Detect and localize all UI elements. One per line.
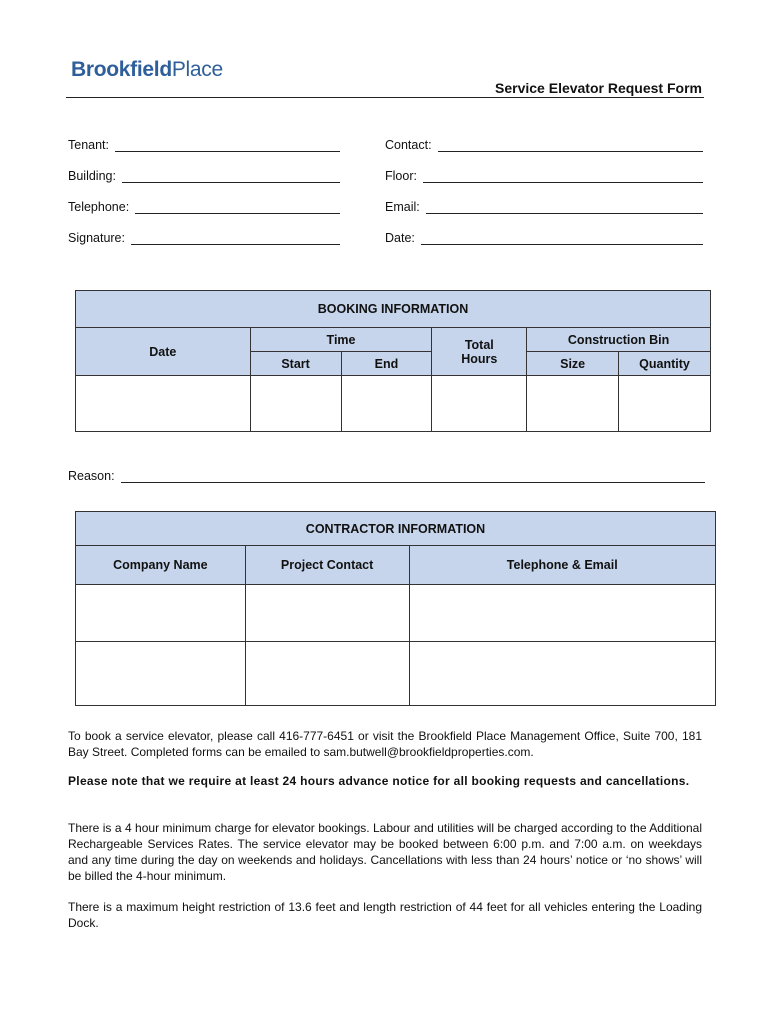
signature-input-line[interactable] bbox=[131, 232, 340, 245]
title-divider bbox=[66, 97, 704, 98]
brookfield-place-logo bbox=[71, 58, 223, 82]
project-contact-header: Project Contact bbox=[245, 546, 409, 585]
date-label: Date: bbox=[385, 231, 415, 245]
booking-instructions-paragraph: To book a service elevator, please call 416-777-6451 or visit the Brookfield Place Management Office, Suite 700, 181 Bay Street. Completed forms can be emailed to sam.butwell@brookfieldproperties.com. bbox=[68, 729, 702, 759]
booking-information-table bbox=[75, 290, 711, 432]
contact-field[interactable] bbox=[385, 132, 703, 152]
booking-total-hours-cell[interactable] bbox=[432, 376, 527, 432]
contractor-information-table bbox=[75, 511, 716, 706]
company-name-cell[interactable] bbox=[76, 585, 246, 642]
advance-notice-paragraph: Please note that we require at least 24 hours advance notice for all booking requests and cancellations. bbox=[68, 774, 690, 788]
floor-label: Floor: bbox=[385, 169, 417, 183]
floor-input-line[interactable] bbox=[423, 170, 703, 183]
booking-size-cell[interactable] bbox=[527, 376, 619, 432]
tenant-field[interactable] bbox=[68, 132, 340, 152]
total-hours-line2: Hours bbox=[461, 351, 498, 366]
signature-label: Signature: bbox=[68, 231, 125, 245]
booking-information-heading: BOOKING INFORMATION bbox=[76, 291, 711, 328]
booking-construction-bin-header: Construction Bin bbox=[527, 328, 711, 352]
date-input-line[interactable] bbox=[421, 232, 703, 245]
booking-start-header: Start bbox=[250, 352, 341, 376]
booking-size-header: Size bbox=[527, 352, 619, 376]
booking-start-cell[interactable] bbox=[250, 376, 341, 432]
building-input-line[interactable] bbox=[122, 170, 340, 183]
booking-time-header: Time bbox=[250, 328, 432, 352]
telephone-email-cell[interactable] bbox=[409, 642, 716, 706]
minimum-charge-paragraph: There is a 4 hour minimum charge for elevator bookings. Labour and utilities will be charged according to the Additional Rechargeable Services Rates. The service elevator may be booked between 6:00 p.m. and 7:00 a.m. on weekdays and any time during the day on weekends and holidays. Cancellations with less than 24 hours’ notice or ‘no shows’ will be billed the 4-hour minimum. bbox=[68, 821, 702, 883]
tenant-label: Tenant: bbox=[68, 138, 110, 152]
email-label: Email: bbox=[385, 200, 420, 214]
booking-quantity-cell[interactable] bbox=[619, 376, 711, 432]
building-label: Building: bbox=[68, 169, 116, 183]
telephone-label: Telephone: bbox=[68, 200, 130, 214]
booking-date-cell[interactable] bbox=[76, 376, 251, 432]
height-restriction-paragraph: There is a maximum height restriction of 13.6 feet and length restriction of 44 feet for all vehicles entering the Loading Dock. bbox=[68, 900, 702, 930]
date-field[interactable] bbox=[385, 225, 703, 245]
telephone-email-cell[interactable] bbox=[409, 585, 716, 642]
project-contact-cell[interactable] bbox=[245, 585, 409, 642]
booking-total-hours-header bbox=[432, 328, 527, 376]
contact-input-line[interactable] bbox=[438, 139, 703, 152]
booking-quantity-header: Quantity bbox=[619, 352, 711, 376]
booking-date-header: Date bbox=[76, 328, 251, 376]
contact-label: Contact: bbox=[385, 138, 432, 152]
contractor-information-heading: CONTRACTOR INFORMATION bbox=[76, 512, 716, 546]
building-field[interactable] bbox=[68, 163, 340, 183]
logo-light-text: Place bbox=[171, 58, 223, 81]
booking-end-cell[interactable] bbox=[341, 376, 432, 432]
company-name-header: Company Name bbox=[76, 546, 246, 585]
telephone-field[interactable] bbox=[68, 194, 340, 214]
reason-input-line[interactable] bbox=[121, 470, 705, 483]
email-field[interactable] bbox=[385, 194, 703, 214]
logo-bold-text: Brookfield bbox=[71, 58, 172, 81]
booking-end-header: End bbox=[341, 352, 432, 376]
signature-field[interactable] bbox=[68, 225, 340, 245]
reason-field[interactable] bbox=[68, 463, 705, 483]
reason-label: Reason: bbox=[68, 469, 115, 483]
company-name-cell[interactable] bbox=[76, 642, 246, 706]
floor-field[interactable] bbox=[385, 163, 703, 183]
form-title: Service Elevator Request Form bbox=[495, 80, 702, 96]
project-contact-cell[interactable] bbox=[245, 642, 409, 706]
tenant-input-line[interactable] bbox=[115, 139, 340, 152]
total-hours-line1: Total bbox=[464, 337, 494, 352]
email-input-line[interactable] bbox=[426, 201, 703, 214]
telephone-input-line[interactable] bbox=[135, 201, 340, 214]
telephone-email-header: Telephone & Email bbox=[409, 546, 716, 585]
